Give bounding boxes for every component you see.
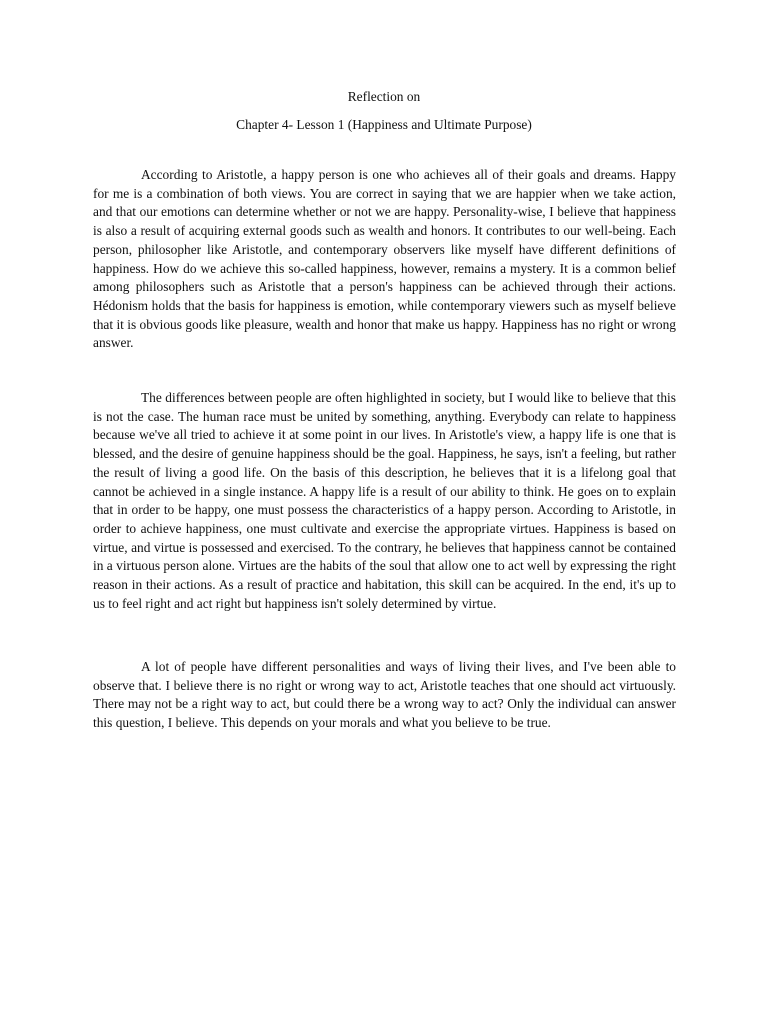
document-title-line-2: Chapter 4- Lesson 1 (Happiness and Ultimate Purpose) xyxy=(236,117,532,132)
document-title-line-1: Reflection on xyxy=(347,89,421,104)
body-paragraph-1: According to Aristotle, a happy person is one who achieves all of their goals and dreams. Happy for me is a combination of both views. You are correct in saying that we are happier when we take action, and that our emotions can determine whether or not we are happy. Personality-wise, I believe that happiness is also a result of acquiring external goods such as wealth and honors. It contributes to our well-being. Each person, philosopher like Aristotle, and contemporary observers like myself have different definitions of happiness. How do we achieve this so-called happiness, however, remains a mystery. It is a common belief among philosophers such as Aristotle that a person's happiness can be achieved through their actions. Hédonism holds that the basis for happiness is emotion, while contemporary viewers such as myself believe that it is obvious goods like pleasure, wealth and honor that make us happy. Happiness has no right or wrong answer. xyxy=(93,167,676,351)
body-paragraph-2: The differences between people are often highlighted in society, but I would like to believe that this is not the case. The human race must be united by something, anything. Everybody can relate to happiness because we've all tried to achieve it at some point in our lives. In Aristotle's view, a happy life is one that is blessed, and the desire of genuine happiness should be the goal. Happiness, he says, isn't a feeling, but rather the result of living a good life. On the basis of this description, he believes that it is a lifelong goal that cannot be achieved in a single instance. A happy life is a result of our ability to think. He goes on to explain that in order to be happy, one must possess the characteristics of a happy person. According to Aristotle, in order to achieve happiness, one must cultivate and exercise the appropriate virtues. Happiness is based on virtue, and virtue is possessed and exercised. To the contrary, he believes that happiness cannot be contained in a virtuous person alone. Virtues are the habits of the soul that allow one to act well by expressing the right reason in their actions. As a result of practice and habitation, this skill can be acquired. In the end, it's up to us to feel right and act right but happiness isn't solely determined by virtue. xyxy=(93,390,676,611)
body-paragraph-3: A lot of people have different personalities and ways of living their lives, and I've been able to observe that. I believe there is no right or wrong way to act, Aristotle teaches that one should act virtuously. There may not be a right way to act, but could there be a wrong way to act? Only the individual can answer this question, I believe. This depends on your morals and what you believe to be true. xyxy=(93,659,676,731)
